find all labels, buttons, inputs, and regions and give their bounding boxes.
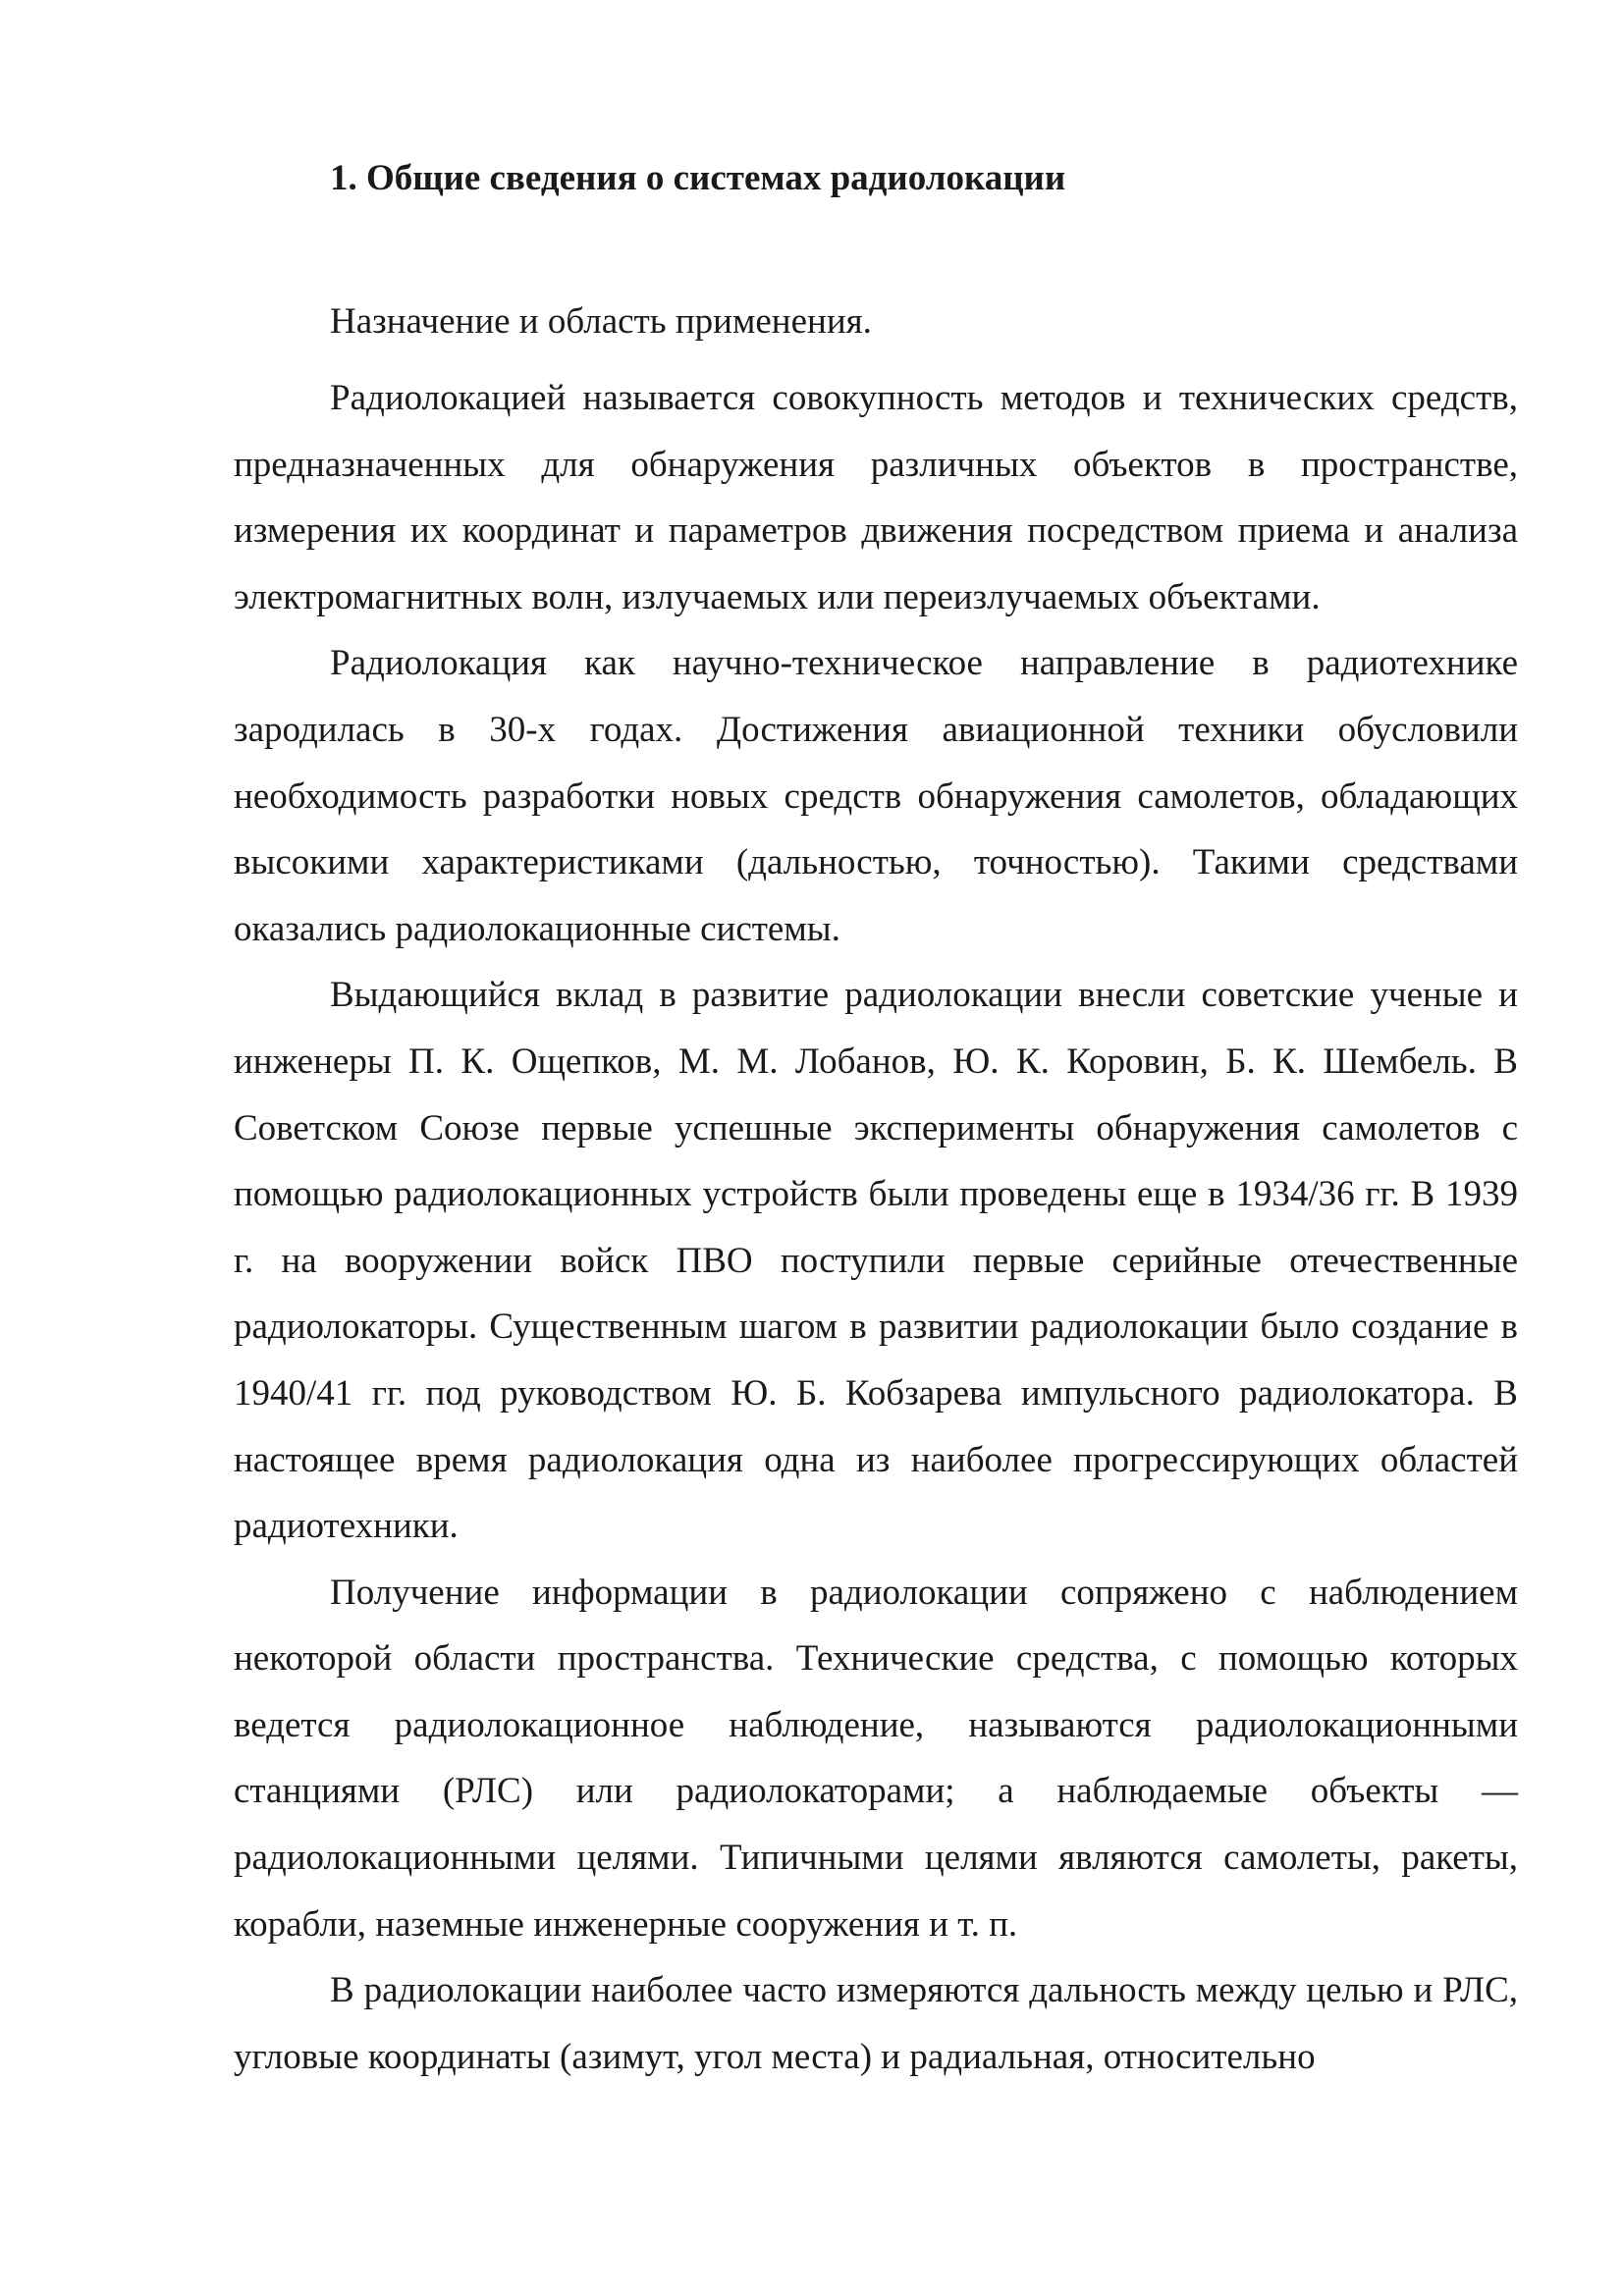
- section-heading: 1. Общие сведения о системах радиолокации: [330, 158, 1066, 198]
- paragraph-contributors: Выдающийся вклад в развитие радиолокации внесли советские ученые и инженеры П. К. Ощепков, М. М. Лобанов, Ю. К. Коровин, Б. К. Шембель. В Советском Союзе первые успешные эксперименты обнаружения самолетов с помощью радиолокационных устройств были проведены еще в 1934/36 гг. В 1939 г. на вооружении войск ПВО поступили первые серийные отечественные радиолокаторы. Существенным шагом в развитии радиолокации было создание в 1940/41 гг. под руководством Ю. Б. Кобзарева импульсного радиолокатора. В настоящее время радиолокация одна из наиболее прогрессирующих областей радиотехники.: [234, 975, 1518, 1547]
- paragraph-observation: Получение информации в радиолокации сопряжено с наблюдением некоторой области пространства. Технические средства, с помощью которых ведется радиолокационное наблюдение, называются радиолокационными станциями (РЛС) или радиолокаторами; а наблюдаемые объекты — радиолокационными целями. Типичными целями являются самолеты, ракеты, корабли, наземные инженерные сооружения и т. п.: [234, 1572, 1518, 1945]
- section-subtitle: Назначение и область применения.: [330, 301, 872, 342]
- document-body: [234, 155, 1518, 2090]
- paragraph-history: Радиолокация как научно-техническое направление в радиотехнике зародилась в 30-х годах. Достижения авиационной техники обусловили необходимость разработки новых средств обнаружения самолетов, обладающих высокими характеристиками (дальностью, точностью). Такими средствами оказались радиолокационные системы.: [234, 643, 1518, 949]
- paragraph-definition: Радиолокацией называется совокупность методов и технических средств, предназначенных для обнаружения различных объектов в пространстве, измерения их координат и параметров движения посредством приема и анализа электромагнитных волн, излучаемых или переизлучаемых объектами.: [234, 378, 1518, 617]
- paragraph-measurements: В радиолокации наиболее часто измеряются дальность между целью и РЛС, угловые координаты (азимут, угол места) и радиальная, относительно: [234, 1970, 1518, 2077]
